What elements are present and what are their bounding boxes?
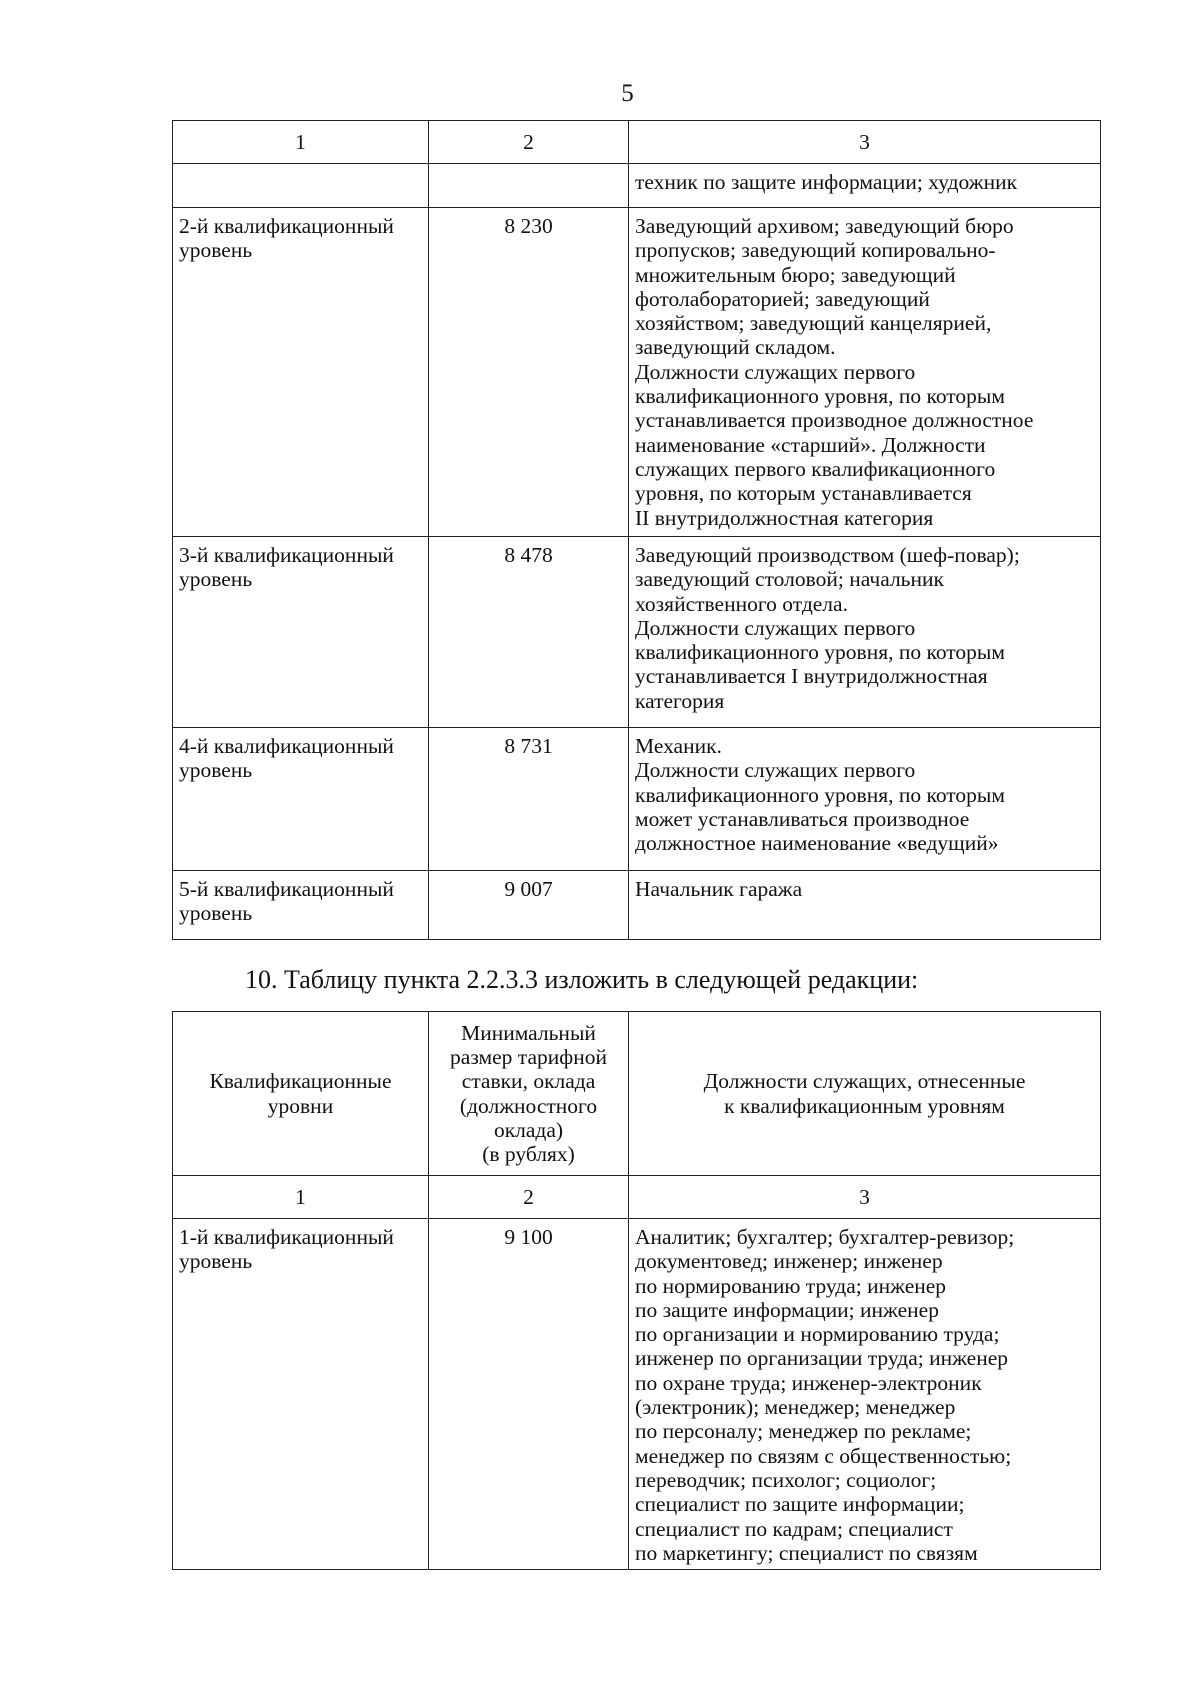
positions-cell: техник по защите информации; художник [629, 164, 1101, 208]
level-cell: 4-й квалификационный уровень [173, 728, 429, 871]
level-cell: 1-й квалификационный уровень [173, 1219, 429, 1570]
salary-cell: 8 230 [429, 208, 629, 537]
qualification-table-continued [172, 120, 1101, 940]
level-cell: 5-й квалификационный уровень [173, 871, 429, 940]
salary-cell: 8 731 [429, 728, 629, 871]
table-row [173, 537, 1101, 728]
column-number-cell: 3 [629, 1176, 1101, 1219]
page-number: 5 [621, 80, 634, 107]
header-levels: Квалификационные уровни [173, 1012, 429, 1176]
level-cell: 2-й квалификационный уровень [173, 208, 429, 537]
positions-cell: Заведующий архивом; заведующий бюро пропусков; заведующий копировально- множительным бюро; заведующий фотолабораторией; заведующий хозяйством; заведующий канцелярией, заведующий складом. Должности служащих первого квалификационного уровня, по которым устанавливается производное должностное наименование «старший». Должности служащих первого квалификационного уровня, по которым устанавливается II внутридолжностная категория [629, 208, 1101, 537]
column-number-row [173, 121, 1101, 164]
qualification-table-new [172, 1011, 1101, 1570]
column-number-cell: 1 [173, 1176, 429, 1219]
salary-cell: 8 478 [429, 537, 629, 728]
table-row [173, 164, 1101, 208]
column-number-cell: 3 [629, 121, 1101, 164]
table-row [173, 871, 1101, 940]
table-header-row [173, 1012, 1101, 1176]
salary-cell: 9 007 [429, 871, 629, 940]
positions-cell: Заведующий производством (шеф-повар); заведующий столовой; начальник хозяйственного отдела. Должности служащих первого квалификационного уровня, по которым устанавливается I внутридолжностная категория [629, 537, 1101, 728]
column-number-row [173, 1176, 1101, 1219]
positions-cell: Начальник гаража [629, 871, 1101, 940]
table-row [173, 728, 1101, 871]
header-salary: Минимальный размер тарифной ставки, оклада (должностного оклада) (в рублях) [429, 1012, 629, 1176]
table-row [173, 1219, 1101, 1570]
salary-cell [429, 164, 629, 208]
level-cell: 3-й квалификационный уровень [173, 537, 429, 728]
column-number-cell: 2 [429, 121, 629, 164]
level-cell [173, 164, 429, 208]
table-row [173, 208, 1101, 537]
column-number-cell: 1 [173, 121, 429, 164]
positions-cell: Механик. Должности служащих первого квалификационного уровня, по которым может устанавливаться производное должностное наименование «ведущий» [629, 728, 1101, 871]
column-number-cell: 2 [429, 1176, 629, 1219]
salary-cell: 9 100 [429, 1219, 629, 1570]
amendment-instruction: 10. Таблицу пункта 2.2.3.3 изложить в следующей редакции: [245, 965, 919, 994]
positions-cell: Аналитик; бухгалтер; бухгалтер-ревизор; документовед; инженер; инженер по нормированию труда; инженер по защите информации; инженер по организации и нормированию труда; инженер по организации труда; инженер по охране труда; инженер-электроник (электроник); менеджер; менеджер по персоналу; менеджер по рекламе; менеджер по связям с общественностью; переводчик; психолог; социолог; специалист по защите информации; специалист по кадрам; специалист по маркетингу; специалист по связям [629, 1219, 1101, 1570]
header-positions: Должности служащих, отнесенные к квалификационным уровням [629, 1012, 1101, 1176]
